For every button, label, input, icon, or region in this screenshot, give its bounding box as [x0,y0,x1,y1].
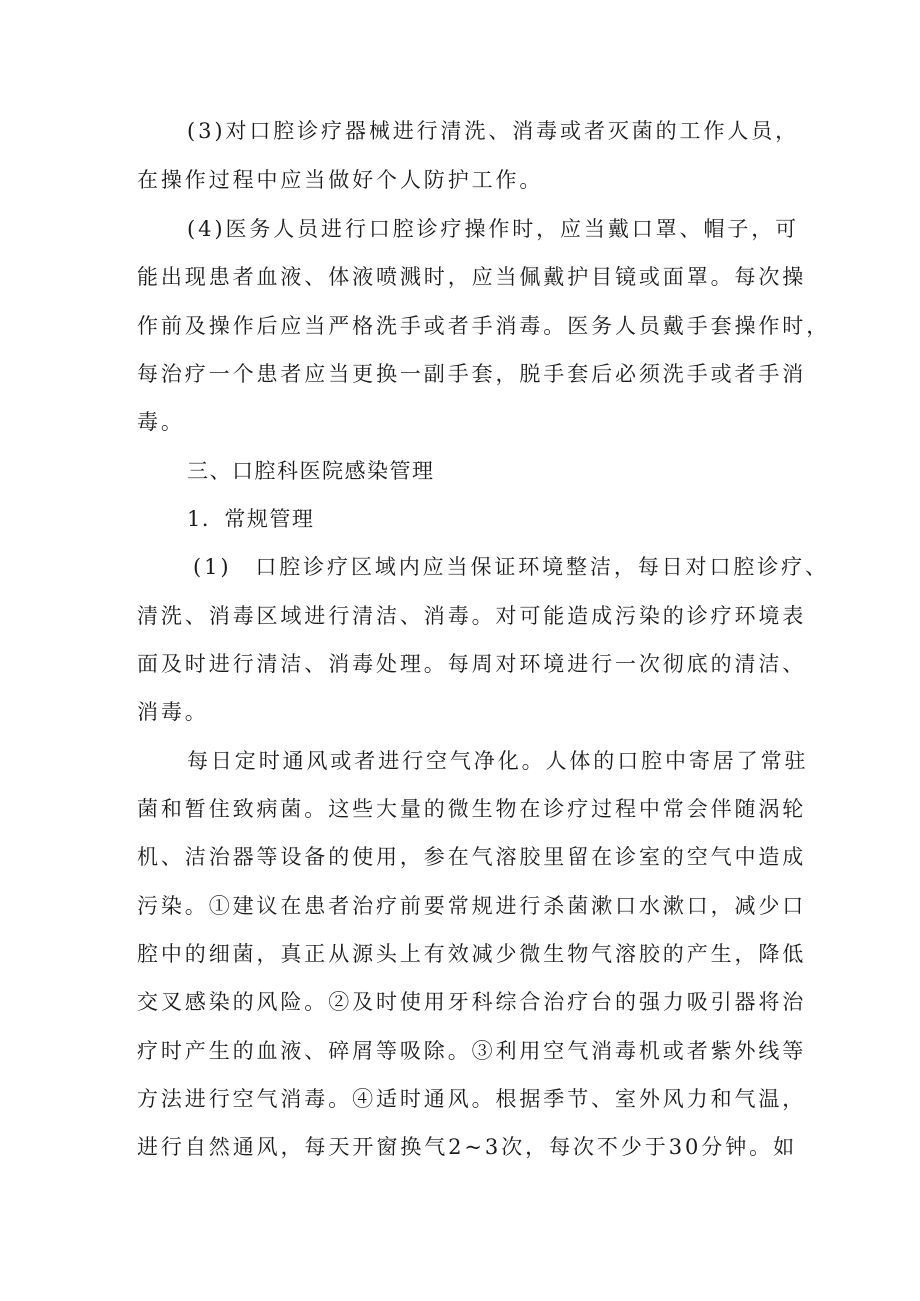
paragraph-line: 方法进行空气消毒。④适时通风。根据季节、室外风力和气温， [137,1087,807,1111]
paragraph-line: 菌和暂住致病菌。这些大量的微生物在诊疗过程中常会伴随涡轮 [137,797,807,821]
paragraph-line: 能出现患者血液、体液喷溅时，应当佩戴护目镜或面罩。每次操 [137,265,807,289]
subsection-heading: 1．常规管理 [187,507,315,531]
paragraph-line: 消毒。 [137,700,209,724]
paragraph-line: (4)医务人员进行口腔诊疗操作时，应当戴口罩、帽子，可 [187,217,800,241]
paragraph-line: 作前及操作后应当严格洗手或者手消毒。医务人员戴手套操作时， [137,314,831,338]
section-heading: 三、口腔科医院感染管理 [187,459,435,483]
paragraph-line: 每治疗一个患者应当更换一副手套，脱手套后必须洗手或者手消 [137,362,807,386]
paragraph-line: 机、洁治器等设备的使用，参在气溶胶里留在诊室的空气中造成 [137,845,807,869]
paragraph-line: 每日定时通风或者进行空气净化。人体的口腔中寄居了常驻 [187,749,809,773]
paragraph-line: (1) 口腔诊疗区域内应当保证环境整洁，每日对口腔诊疗、 [193,555,829,579]
paragraph-line: 毒。 [137,410,185,434]
paragraph-line: 在操作过程中应当做好个人防护工作。 [137,168,544,192]
paragraph-line: 腔中的细菌，真正从源头上有效减少微生物气溶胶的产生，降低 [137,942,807,966]
paragraph-line: (3)对口腔诊疗器械进行清洗、消毒或者灭菌的工作人员， [187,119,800,143]
paragraph-line: 进行自然通风，每天开窗换气2~3次，每次不少于30分钟。如 [137,1135,797,1159]
paragraph-line: 面及时进行清洁、消毒处理。每周对环境进行一次彻底的清洁、 [137,652,807,676]
paragraph-line: 交叉感染的风险。②及时使用牙科综合治疗台的强力吸引器将治 [137,990,807,1014]
paragraph-line: 污染。①建议在患者治疗前要常规进行杀菌漱口水漱口，减少口 [137,894,807,918]
paragraph-line: 疗时产生的血液、碎屑等吸除。③利用空气消毒机或者紫外线等 [137,1039,807,1063]
paragraph-line: 清洗、消毒区域进行清洁、消毒。对可能造成污染的诊疗环境表 [137,604,807,628]
